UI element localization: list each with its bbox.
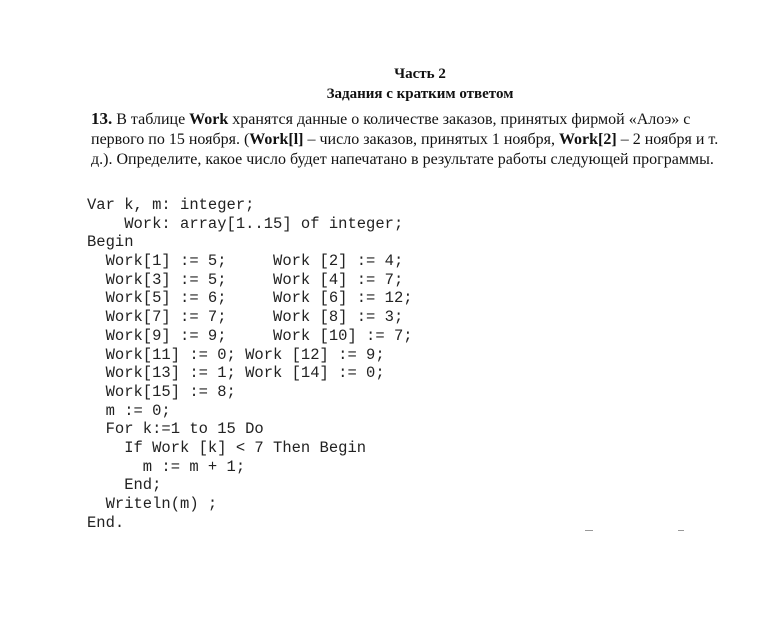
task-term-work: Work (189, 111, 229, 128)
task-statement (91, 109, 731, 170)
section-subtitle: Задания с кратким ответом (326, 86, 514, 102)
code-line: Work[9] := 9; Work [10] := 7; (87, 326, 413, 345)
part-title: Часть 2 (394, 66, 446, 82)
code-line: Work[7] := 7; Work [8] := 3; (87, 308, 404, 327)
task-text-4: – 2 ноября и т. д.). Определите, какое число будет напечатано в результате работы следующей программы. (91, 131, 719, 168)
task-term-work-1: Work[l] (249, 131, 304, 148)
code-line: m := 0; (87, 401, 171, 420)
code-line: Work[1] := 5; Work [2] := 4; (87, 252, 404, 271)
code-line: m := m + 1; (87, 457, 246, 476)
code-line: Var k, m: integer; (87, 196, 255, 214)
code-line: Work[13] := 1; Work [14] := 0; (87, 364, 385, 383)
task-text-2: хранятся данные о количестве заказов, принятых фирмой «Алоэ» с первого по 15 ноября. ( (91, 111, 691, 148)
code-line: If Work [k] < 7 Then Begin (87, 438, 367, 457)
code-line: For k:=1 to 15 Do (87, 420, 264, 439)
scan-artifact (585, 530, 593, 531)
code-line: Work[15] := 8; (87, 382, 236, 401)
code-line: Work: array[1..15] of integer; (87, 214, 404, 233)
code-line: Work[3] := 5; Work [4] := 7; (87, 270, 404, 289)
scan-artifact (678, 530, 684, 531)
task-text-1: В таблице (112, 111, 190, 128)
code-line: Work[11] := 0; Work [12] := 9; (87, 345, 385, 364)
code-line: Writeln(m) ; (87, 495, 218, 513)
program-code (87, 196, 413, 532)
code-line: Begin (87, 233, 134, 252)
code-line: Work[5] := 6; Work [6] := 12; (87, 289, 413, 308)
code-line: End. (87, 513, 125, 532)
task-number: 13. (91, 109, 113, 128)
task-text-3: – число заказов, принятых 1 ноября, (303, 131, 559, 148)
task-term-work-2: Work[2] (558, 131, 617, 148)
code-line: End; (87, 476, 162, 495)
